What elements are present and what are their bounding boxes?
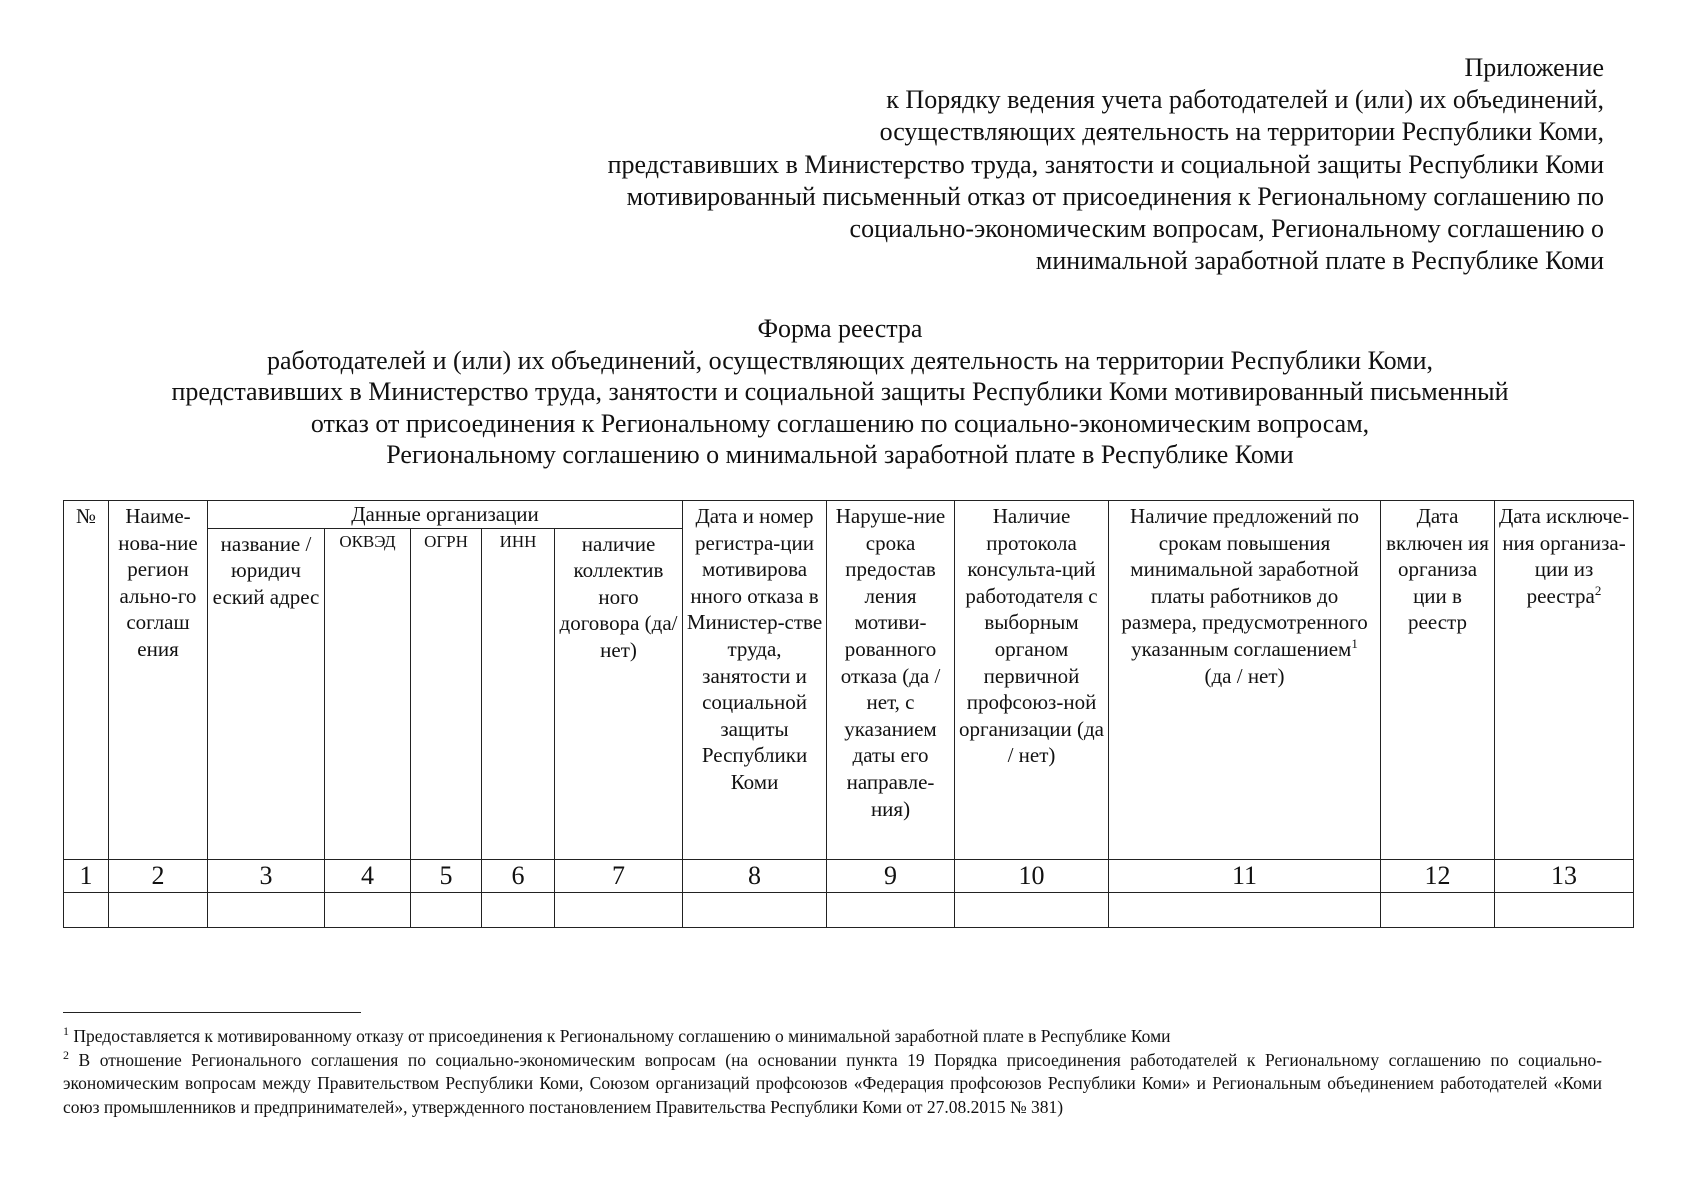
empty-cell bbox=[64, 892, 109, 927]
column-number: 6 bbox=[482, 859, 555, 892]
column-number: 9 bbox=[827, 859, 955, 892]
column-number: 10 bbox=[955, 859, 1109, 892]
column-number: 1 bbox=[64, 859, 109, 892]
empty-cell bbox=[482, 892, 555, 927]
footnote-2-mark: 2 bbox=[63, 1047, 69, 1062]
header-include-date: Дата включен ия организа ции в реестр bbox=[1381, 501, 1495, 860]
header-row-1 bbox=[64, 501, 1634, 529]
empty-cell bbox=[683, 892, 827, 927]
header-exclude-date bbox=[1495, 501, 1634, 860]
column-number: 11 bbox=[1109, 859, 1381, 892]
footnote-2-text: В отношение Регионального соглашения по социально-экономическим вопросам (на основании пункта 19 Порядка присоединения работодателей к Региональному соглашению по социально-экономическим вопросам между Правительством Республики Коми, Союзом организаций профсоюзов «Федерация профсоюзов Республики Коми» и Региональным объединением работодателей «Коми союз промышленников и предпринимателей», утвержденного постановлением Правительства Республики Коми от 27.08.2015 № 381) bbox=[63, 1049, 1603, 1117]
form-title-line: Форма реестра bbox=[757, 314, 923, 343]
appendix-line: мотивированный письменный отказ от присоединения к Региональному соглашению по bbox=[626, 181, 1604, 211]
form-title-line: Региональному соглашению о минимальной заработной плате в Республике Коми bbox=[386, 440, 1294, 469]
footnote-1 bbox=[63, 1025, 1602, 1049]
header-org-data: Данные организации bbox=[208, 501, 683, 529]
footnote-1-text: Предоставляется к мотивированному отказу от присоединения к Региональному соглашению о минимальной заработной плате в Республике Коми bbox=[73, 1026, 1171, 1046]
form-title-line: отказ от присоединения к Региональному соглашению по социально-экономическим вопросам, bbox=[310, 408, 1370, 438]
appendix-line: минимальной заработной плате в Республике Коми bbox=[1035, 246, 1604, 276]
column-number: 4 bbox=[325, 859, 411, 892]
header-org-name: название /юридич еский адрес bbox=[208, 528, 325, 859]
empty-cell bbox=[411, 892, 482, 927]
footnote-2 bbox=[63, 1049, 1602, 1120]
appendix-line: Приложение bbox=[1464, 53, 1604, 82]
appendix-header bbox=[404, 52, 1604, 277]
empty-cell bbox=[827, 892, 955, 927]
appendix-line: представивших в Министерство труда, занятости и социальной защиты Республики Коми bbox=[607, 149, 1604, 179]
column-number: 7 bbox=[555, 859, 683, 892]
header-exclude-date-text: Дата исключе-ния организа-ции из реестра bbox=[1498, 504, 1630, 608]
column-number: 3 bbox=[208, 859, 325, 892]
header-violation: Наруше-ние срока предостав ления мотиви-рованного отказа (да / нет, с указанием даты его направле-ния) bbox=[827, 501, 955, 860]
footnote-ref-2: 2 bbox=[1594, 582, 1602, 598]
column-number: 13 bbox=[1495, 859, 1634, 892]
footnote-ref-1: 1 bbox=[1351, 635, 1358, 651]
header-inn: ИНН bbox=[482, 528, 555, 859]
header-ogrn: ОГРН bbox=[411, 528, 482, 859]
empty-cell bbox=[955, 892, 1109, 927]
header-proposals-text: Наличие предложений по срокам повышения минимальной заработной платы работников до размера, предусмотренного указанным соглашением bbox=[1121, 504, 1368, 661]
header-registration-date: Дата и номер регистра-ции мотивирова нного отказа в Министер-стве труда, занятости и социальной защиты Республики Коми bbox=[683, 501, 827, 860]
footnotes bbox=[63, 1025, 1602, 1119]
column-number-row bbox=[64, 859, 1634, 892]
empty-cell bbox=[208, 892, 325, 927]
empty-cell bbox=[1109, 892, 1381, 927]
column-number: 2 bbox=[109, 859, 208, 892]
header-agreement-name: Наиме-нова-ние регион ально-го соглаш ения bbox=[109, 501, 208, 860]
empty-cell bbox=[1381, 892, 1495, 927]
column-number: 5 bbox=[411, 859, 482, 892]
empty-cell bbox=[109, 892, 208, 927]
header-proposals-tail: (да / нет) bbox=[1204, 663, 1285, 688]
header-okved: ОКВЭД bbox=[325, 528, 411, 859]
form-title-line: представивших в Министерство труда, занятости и социальной защиты Республики Коми мотивированный письменный bbox=[171, 377, 1509, 406]
header-protocol: Наличие протокола консульта-ций работодателя с выборным органом первичной профсоюз-ной организации (да / нет) bbox=[955, 501, 1109, 860]
form-title-line: работодателей и (или) их объединений, осуществляющих деятельность на территории Республики Коми, bbox=[266, 345, 1434, 375]
empty-data-row bbox=[64, 892, 1634, 927]
registry-table bbox=[63, 500, 1634, 928]
column-number: 8 bbox=[683, 859, 827, 892]
footnote-separator bbox=[63, 1012, 361, 1013]
header-proposals bbox=[1109, 501, 1381, 860]
empty-cell bbox=[325, 892, 411, 927]
appendix-line: к Порядку ведения учета работодателей и (или) их объединений, bbox=[886, 85, 1604, 115]
appendix-line: осуществляющих деятельность на территории Республики Коми, bbox=[879, 117, 1604, 147]
column-number: 12 bbox=[1381, 859, 1495, 892]
empty-cell bbox=[555, 892, 683, 927]
appendix-line: социально-экономическим вопросам, Региональному соглашению о bbox=[849, 214, 1604, 244]
form-title bbox=[40, 313, 1640, 471]
header-collective-agreement: наличие коллектив ного договора (да/нет) bbox=[555, 528, 683, 859]
header-num: № bbox=[64, 501, 109, 860]
empty-cell bbox=[1495, 892, 1634, 927]
footnote-1-mark: 1 bbox=[63, 1024, 69, 1039]
